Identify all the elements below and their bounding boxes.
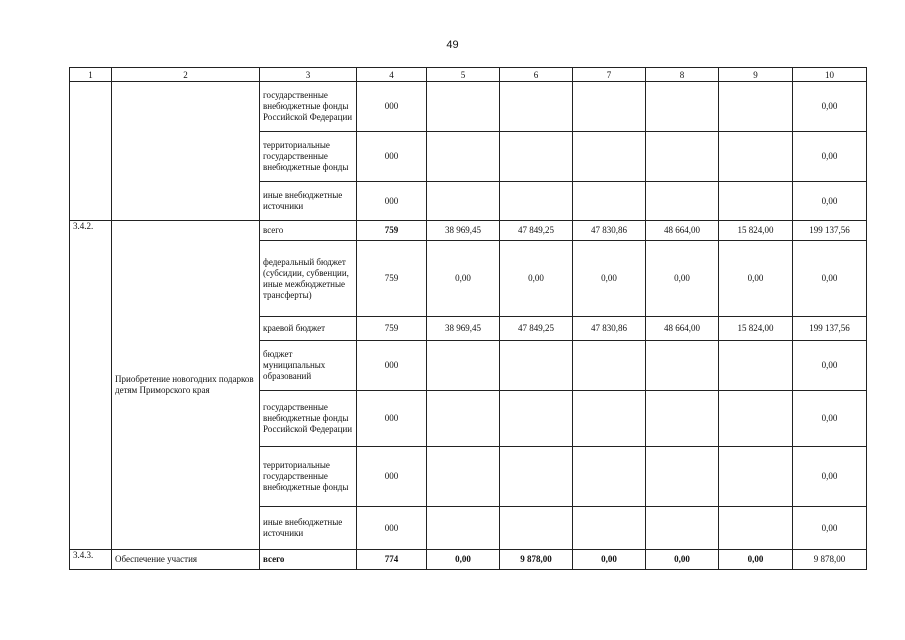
column-header: 10: [793, 68, 867, 82]
item-number-cell: [70, 82, 112, 221]
value-cell: [500, 507, 573, 550]
funding-source-cell: краевой бюджет: [260, 317, 357, 341]
funding-source-cell: всего: [260, 221, 357, 241]
code-cell: 000: [357, 391, 427, 447]
funding-source-cell: иные внебюджетные источники: [260, 507, 357, 550]
total-cell: 199 137,56: [793, 317, 867, 341]
value-cell: 0,00: [427, 550, 500, 570]
value-cell: [646, 507, 719, 550]
funding-source-cell: бюджет муниципальных образований: [260, 341, 357, 391]
total-cell: 0,00: [793, 182, 867, 221]
item-number-cell: 3.4.3.: [70, 550, 112, 570]
total-cell: 0,00: [793, 507, 867, 550]
funding-source-cell: государственные внебюджетные фонды Российской Федерации: [260, 391, 357, 447]
value-cell: [646, 82, 719, 132]
value-cell: [427, 182, 500, 221]
code-cell: 759: [357, 317, 427, 341]
value-cell: [500, 447, 573, 507]
value-cell: [500, 341, 573, 391]
value-cell: 48 664,00: [646, 317, 719, 341]
value-cell: 15 824,00: [719, 221, 793, 241]
value-cell: [500, 82, 573, 132]
column-header: 1: [70, 68, 112, 82]
funding-source-cell: федеральный бюджет (субсидии, субвенции, иные межбюджетные трансферты): [260, 241, 357, 317]
code-cell: 000: [357, 341, 427, 391]
value-cell: [719, 447, 793, 507]
value-cell: 0,00: [719, 550, 793, 570]
value-cell: [573, 447, 646, 507]
code-cell: 000: [357, 447, 427, 507]
value-cell: [719, 507, 793, 550]
value-cell: [573, 507, 646, 550]
value-cell: 38 969,45: [427, 317, 500, 341]
value-cell: [646, 182, 719, 221]
value-cell: [427, 341, 500, 391]
value-cell: [719, 391, 793, 447]
value-cell: [427, 132, 500, 182]
funding-source-cell: всего: [260, 550, 357, 570]
column-header: 3: [260, 68, 357, 82]
item-name-cell: Приобретение новогодних подарков детям Приморского края: [112, 221, 260, 550]
value-cell: [427, 507, 500, 550]
page-number: 49: [446, 39, 459, 51]
column-header: 6: [500, 68, 573, 82]
code-cell: 759: [357, 241, 427, 317]
column-header: 9: [719, 68, 793, 82]
funding-source-cell: иные внебюджетные источники: [260, 182, 357, 221]
total-cell: 0,00: [793, 391, 867, 447]
column-header: 5: [427, 68, 500, 82]
value-cell: [646, 132, 719, 182]
table-row: [70, 550, 867, 570]
funding-source-cell: территориальные государственные внебюджетные фонды: [260, 447, 357, 507]
value-cell: [719, 182, 793, 221]
value-cell: [500, 132, 573, 182]
value-cell: 47 849,25: [500, 317, 573, 341]
value-cell: 47 830,86: [573, 221, 646, 241]
value-cell: [719, 132, 793, 182]
code-cell: 774: [357, 550, 427, 570]
value-cell: [646, 391, 719, 447]
code-cell: 000: [357, 132, 427, 182]
value-cell: 0,00: [427, 241, 500, 317]
value-cell: 0,00: [646, 241, 719, 317]
code-cell: 000: [357, 182, 427, 221]
value-cell: 0,00: [573, 241, 646, 317]
table-row: [70, 82, 867, 132]
item-name-cell: [112, 82, 260, 221]
value-cell: [500, 391, 573, 447]
total-cell: 0,00: [793, 447, 867, 507]
value-cell: 38 969,45: [427, 221, 500, 241]
table-header-row: [70, 68, 867, 82]
column-header: 8: [646, 68, 719, 82]
value-cell: 0,00: [646, 550, 719, 570]
total-cell: 9 878,00: [793, 550, 867, 570]
column-header: 4: [357, 68, 427, 82]
value-cell: [500, 182, 573, 221]
code-cell: 000: [357, 507, 427, 550]
total-cell: 0,00: [793, 341, 867, 391]
value-cell: [427, 82, 500, 132]
value-cell: [646, 447, 719, 507]
code-cell: 759: [357, 221, 427, 241]
column-header: 7: [573, 68, 646, 82]
value-cell: [573, 341, 646, 391]
item-name-cell: Обеспечение участия: [112, 550, 260, 570]
value-cell: [427, 447, 500, 507]
value-cell: [573, 132, 646, 182]
value-cell: [427, 391, 500, 447]
value-cell: [719, 341, 793, 391]
item-number-cell: 3.4.2.: [70, 221, 112, 550]
value-cell: 48 664,00: [646, 221, 719, 241]
funding-source-cell: государственные внебюджетные фонды Российской Федерации: [260, 82, 357, 132]
value-cell: 0,00: [719, 241, 793, 317]
value-cell: [719, 82, 793, 132]
budget-table: [69, 67, 867, 570]
total-cell: 199 137,56: [793, 221, 867, 241]
funding-source-cell: территориальные государственные внебюджетные фонды: [260, 132, 357, 182]
code-cell: 000: [357, 82, 427, 132]
value-cell: [646, 341, 719, 391]
table-row: [70, 221, 867, 241]
total-cell: 0,00: [793, 241, 867, 317]
total-cell: 0,00: [793, 132, 867, 182]
value-cell: [573, 391, 646, 447]
value-cell: 9 878,00: [500, 550, 573, 570]
column-header: 2: [112, 68, 260, 82]
value-cell: 47 830,86: [573, 317, 646, 341]
value-cell: 15 824,00: [719, 317, 793, 341]
value-cell: [573, 82, 646, 132]
value-cell: 0,00: [573, 550, 646, 570]
value-cell: 47 849,25: [500, 221, 573, 241]
value-cell: [573, 182, 646, 221]
total-cell: 0,00: [793, 82, 867, 132]
value-cell: 0,00: [500, 241, 573, 317]
